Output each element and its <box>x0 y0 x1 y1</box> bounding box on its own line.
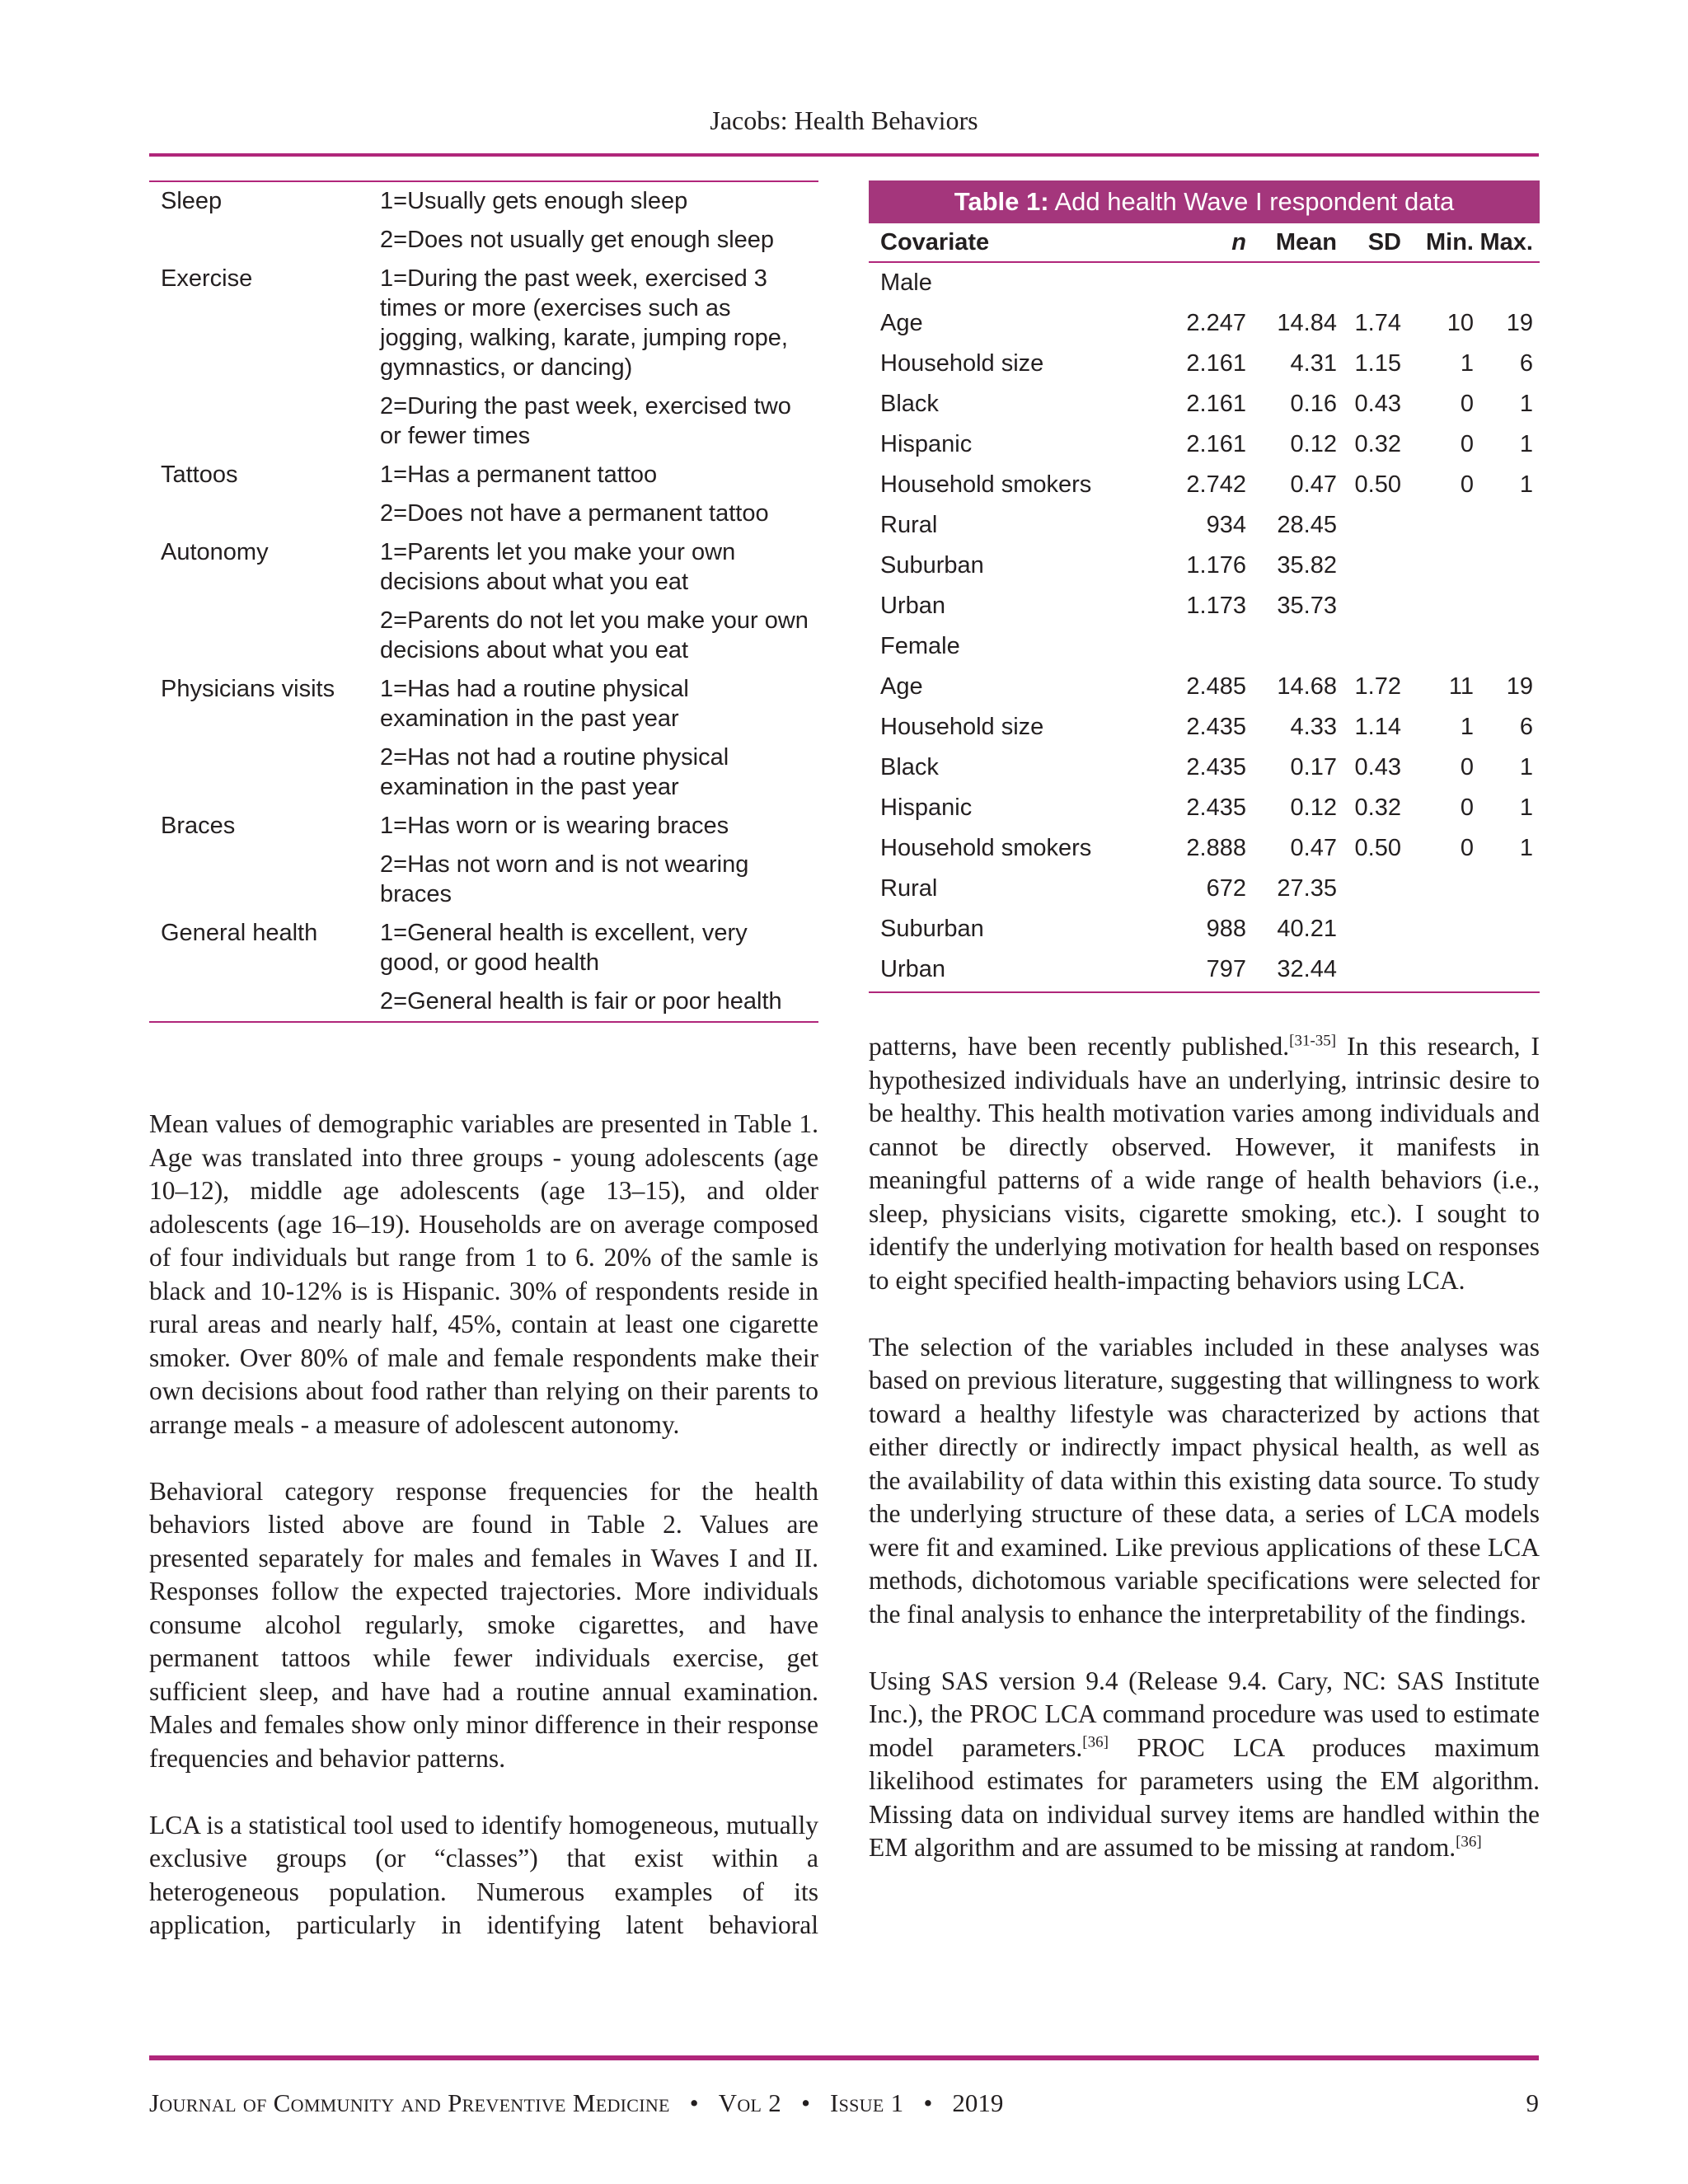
cell-n: 2.435 <box>1186 714 1246 740</box>
variable-label <box>149 225 380 255</box>
cell-max: 1 <box>1519 754 1533 780</box>
cell-max <box>1474 505 1533 546</box>
cell-covariate: Urban <box>880 956 945 982</box>
paragraph: LCA is a statistical tool used to identify homogeneous, mutually exclusive groups (or “classes”) that exist within a heterogeneous population. Numerous examples of its application, particularly in identifying latent behavioral <box>149 1810 818 1939</box>
variable-label <box>149 391 380 451</box>
cell-covariate: Suburban <box>880 552 984 579</box>
cell-max: 1 <box>1519 431 1533 457</box>
cell-mean: 14.84 <box>1277 310 1337 336</box>
cell-mean: 0.17 <box>1290 754 1337 780</box>
page-footer <box>149 2088 1539 2118</box>
cell-min: 10 <box>1447 310 1474 336</box>
cell-n: 797 <box>1206 956 1246 982</box>
cell-n <box>1100 626 1246 667</box>
variable-coding-table <box>149 180 818 1023</box>
variable-label <box>149 499 380 528</box>
issue: Issue 1 <box>829 2088 904 2117</box>
cell-max: 1 <box>1519 471 1533 498</box>
cell-covariate: Hispanic <box>880 794 973 821</box>
cell-n <box>1100 263 1246 303</box>
header-mean: Mean <box>1275 229 1337 255</box>
cell-covariate: Black <box>880 391 939 417</box>
cell-n: 2.161 <box>1186 391 1246 417</box>
variable-label: General health <box>161 920 318 946</box>
cell-min <box>1401 263 1474 303</box>
cell-min: 0 <box>1460 835 1474 861</box>
header-rule <box>149 153 1539 157</box>
page-number: 9 <box>1526 2088 1539 2117</box>
cell-max <box>1474 909 1533 949</box>
header-sd: SD <box>1367 229 1401 255</box>
cell-mean: 0.47 <box>1290 835 1337 861</box>
variable-row <box>149 387 818 456</box>
variable-row <box>149 456 818 494</box>
cell-max: 19 <box>1506 673 1533 700</box>
variable-coding: 1=Parents let you make your own decisions about what you eat <box>380 539 736 595</box>
variable-coding: 1=General health is excellent, very good, or good health <box>380 920 748 976</box>
variable-coding: 1=Has worn or is wearing braces <box>380 813 729 839</box>
variable-label <box>149 850 380 909</box>
paragraph: Mean values of demographic variables are presented in Table 1. Age was translated into three groups - young adolescents (age 10–12), middle age adolescents (age 13–15), and older adolescents (age 16–19). Households are on average composed of four individuals but range from 1 to 6. 20% of the samle is black and 10-12% is is Hispanic. 30% of respondents reside in rural areas and nearly half, 45%, contain at least one cigarette smoker. Over 80% of male and female respondents make their own decisions about food rather than relying on their parents to arrange meals - a measure of adolescent autonomy. <box>149 1109 818 1439</box>
cell-n: 2.888 <box>1186 835 1246 861</box>
cell-sd: 0.32 <box>1354 431 1401 457</box>
running-title: Jacobs: Health Behaviors <box>710 105 978 135</box>
table-row <box>869 707 1540 748</box>
citation: [31-35] <box>1289 1032 1337 1050</box>
cell-min: 0 <box>1460 794 1474 821</box>
table-row <box>869 869 1540 909</box>
table-row <box>869 344 1540 384</box>
cell-covariate: Hispanic <box>880 431 973 457</box>
variable-row <box>149 807 818 846</box>
variable-coding: 2=Has not worn and is not wearing braces <box>380 851 749 907</box>
variable-coding: 1=During the past week, exercised 3 times or more (exercises such as jogging, walking, karate, jumping rope, gymnastics, or dancing) <box>380 265 788 381</box>
cell-mean: 35.82 <box>1277 552 1337 579</box>
year: 2019 <box>952 2088 1004 2117</box>
cell-sd: 0.50 <box>1354 835 1401 861</box>
variable-row <box>149 533 818 602</box>
cell-min <box>1401 626 1474 667</box>
cell-n: 1.176 <box>1186 552 1246 579</box>
cell-min <box>1401 909 1474 949</box>
cell-n: 1.173 <box>1186 593 1246 619</box>
variable-coding: 2=General health is fair or poor health <box>380 988 782 1015</box>
cell-sd <box>1337 626 1401 667</box>
cell-n: 2.161 <box>1186 431 1246 457</box>
cell-mean: 27.35 <box>1277 875 1337 902</box>
cell-min <box>1401 586 1474 626</box>
cell-sd: 0.32 <box>1354 794 1401 821</box>
header-min: Min. <box>1426 229 1474 255</box>
cell-min: 0 <box>1460 431 1474 457</box>
variable-coding: 1=Has had a routine physical examination in the past year <box>380 676 689 732</box>
cell-n: 2.485 <box>1186 673 1246 700</box>
cell-mean: 35.73 <box>1277 593 1337 619</box>
cell-min: 0 <box>1460 754 1474 780</box>
text-run: In this research, I hypothesized individuals have an underlying, intrinsic desire to be healthy. This health motivation varies among individuals and cannot be directly observed. However, it manifests in meaningful patterns of a wide range of health behaviors (i.e., sleep, physicians visits, cigarette smoking, etc.). I sought to identify the underlying motivation for health based on responses to eight specified health-impacting behaviors using LCA. <box>869 1032 1540 1295</box>
cell-mean: 0.12 <box>1290 431 1337 457</box>
table-row <box>869 546 1540 586</box>
cell-covariate: Rural <box>880 512 938 538</box>
cell-sd <box>1337 909 1401 949</box>
cell-max <box>1474 586 1533 626</box>
variable-row <box>149 738 818 807</box>
cell-max: 6 <box>1519 350 1533 377</box>
cell-max <box>1474 263 1533 303</box>
separator: • <box>689 2088 699 2117</box>
cell-mean: 0.12 <box>1290 794 1337 821</box>
table-row <box>869 465 1540 505</box>
cell-n: 934 <box>1206 512 1246 538</box>
table-row <box>869 788 1540 828</box>
cell-covariate: Household size <box>880 350 1044 377</box>
cell-covariate: Household size <box>880 714 1044 740</box>
footer-rule <box>149 2055 1539 2060</box>
table-1 <box>869 180 1540 993</box>
table-1-header-row <box>869 223 1540 263</box>
cell-mean: 4.33 <box>1290 714 1337 740</box>
citation: [36] <box>1082 1733 1109 1750</box>
cell-covariate: Black <box>880 754 939 780</box>
cell-max: 6 <box>1519 714 1533 740</box>
cell-covariate: Suburban <box>880 916 984 942</box>
cell-covariate: Female <box>880 633 960 659</box>
cell-n: 988 <box>1206 916 1246 942</box>
variable-row <box>149 182 818 221</box>
cell-covariate: Rural <box>880 875 938 902</box>
cell-min: 1 <box>1460 350 1474 377</box>
cell-max <box>1474 626 1533 667</box>
table-row <box>869 263 1540 303</box>
header-max: Max. <box>1479 229 1533 255</box>
variable-coding: 2=Parents do not let you make your own decisions about what you eat <box>380 607 809 663</box>
cell-sd: 0.43 <box>1354 391 1401 417</box>
variable-coding: 2=Does not usually get enough sleep <box>380 227 775 253</box>
table-row <box>869 384 1540 424</box>
separator: • <box>923 2088 933 2117</box>
cell-mean: 0.47 <box>1290 471 1337 498</box>
cell-mean: 32.44 <box>1277 956 1337 982</box>
volume: Vol 2 <box>718 2088 782 2117</box>
cell-sd <box>1337 263 1401 303</box>
cell-sd: 0.50 <box>1354 471 1401 498</box>
cell-max: 1 <box>1519 391 1533 417</box>
cell-max <box>1474 949 1533 990</box>
cell-sd: 1.74 <box>1354 310 1401 336</box>
cell-n: 672 <box>1206 875 1246 902</box>
table-row <box>869 586 1540 626</box>
paragraph <box>869 1665 1540 1865</box>
variable-label: Tattoos <box>161 462 238 488</box>
cell-covariate: Male <box>880 269 932 296</box>
variable-label: Physicians visits <box>161 676 335 702</box>
cell-n: 2.435 <box>1186 794 1246 821</box>
table-row <box>869 949 1540 990</box>
table-1-caption <box>869 180 1540 223</box>
table-row <box>869 828 1540 869</box>
table-row <box>869 748 1540 788</box>
cell-min <box>1401 869 1474 909</box>
separator: • <box>801 2088 810 2117</box>
cell-mean <box>1246 263 1337 303</box>
variable-row <box>149 914 818 982</box>
citation: [36] <box>1456 1833 1482 1851</box>
variable-label: Braces <box>161 813 236 839</box>
cell-min <box>1401 505 1474 546</box>
variable-label: Autonomy <box>161 539 269 565</box>
cell-min <box>1401 949 1474 990</box>
cell-sd <box>1337 949 1401 990</box>
table-row <box>869 909 1540 949</box>
cell-mean: 4.31 <box>1290 350 1337 377</box>
cell-min: 11 <box>1448 673 1474 700</box>
table-1-body <box>869 263 1540 993</box>
variable-label <box>149 743 380 802</box>
cell-sd: 1.72 <box>1354 673 1401 700</box>
variable-coding: 2=Has not had a routine physical examination in the past year <box>380 744 729 800</box>
text-run: Using SAS version 9.4 (Release 9.4. Cary, NC: SAS Institute Inc.), the PROC LCA command procedure was used to estimate model parameters. <box>869 1666 1540 1762</box>
cell-min: 0 <box>1460 391 1474 417</box>
cell-max <box>1474 869 1533 909</box>
variable-row <box>149 260 818 387</box>
right-column-text <box>869 1030 1540 1865</box>
cell-n: 2.742 <box>1186 471 1246 498</box>
variable-label: Sleep <box>161 188 223 214</box>
variable-row <box>149 602 818 670</box>
left-column-text <box>149 1108 818 1943</box>
table-row <box>869 303 1540 344</box>
cell-covariate: Urban <box>880 593 945 619</box>
cell-mean: 0.16 <box>1290 391 1337 417</box>
cell-sd: 0.43 <box>1354 754 1401 780</box>
table-1-caption-text: Add health Wave I respondent data <box>1048 187 1455 216</box>
cell-max: 1 <box>1519 794 1533 821</box>
cell-n: 2.161 <box>1186 350 1246 377</box>
cell-sd: 1.14 <box>1354 714 1401 740</box>
variable-row <box>149 221 818 260</box>
cell-max <box>1474 546 1533 586</box>
paragraph: Behavioral category response frequencies for the health behaviors listed above are found in Table 2. Values are presented separately for males and females in Waves I and II. Responses follow the expected trajectories. More individuals consume alcohol regularly, smoke cigarettes, and have permanent tattoos while fewer individuals exercise, get sufficient sleep, and have had a routine annual examination. Males and females show only minor difference in their response frequencies and behavior patterns. <box>149 1476 818 1773</box>
header-covariate: Covariate <box>880 229 990 255</box>
cell-sd <box>1337 546 1401 586</box>
table-row <box>869 424 1540 465</box>
cell-max: 19 <box>1506 310 1533 336</box>
cell-covariate: Household smokers <box>880 471 1092 498</box>
text-run: patterns, have been recently published. <box>869 1032 1290 1061</box>
table-1-caption-label: Table 1: <box>954 187 1049 216</box>
cell-covariate: Age <box>880 310 923 336</box>
variable-row <box>149 846 818 914</box>
cell-min: 0 <box>1460 471 1474 498</box>
header-n: n <box>1231 229 1246 255</box>
variable-coding: 1=Usually gets enough sleep <box>380 188 688 214</box>
cell-covariate: Household smokers <box>880 835 1092 861</box>
paragraph: The selection of the variables included in these analyses was based on previous literature, suggesting that willingness to work toward a healthy lifestyle was characterized by actions that either directly or indirectly impact physical health, as well as the availability of data within this existing data source. To study the underlying structure of these data, a series of LCA models were fit and examined. Like previous applications of these LCA methods, dichotomous variable specifications were selected for the final analysis to enhance the interpretability of the findings. <box>869 1332 1540 1629</box>
cell-sd <box>1337 586 1401 626</box>
cell-min: 1 <box>1460 714 1474 740</box>
variable-label <box>149 606 380 665</box>
cell-min <box>1401 546 1474 586</box>
text-run: PROC LCA produces maximum likelihood estimates for parameters using the EM algorithm. Missing data on individual survey items are handled within the EM algorithm and are assumed to be missing at random. <box>869 1732 1540 1862</box>
cell-mean <box>1246 626 1337 667</box>
cell-covariate: Age <box>880 673 923 700</box>
variable-row <box>149 494 818 533</box>
variable-label: Exercise <box>161 265 253 292</box>
cell-sd: 1.15 <box>1354 350 1401 377</box>
cell-sd <box>1337 505 1401 546</box>
cell-n: 2.247 <box>1186 310 1246 336</box>
table-row <box>869 626 1540 667</box>
cell-n: 2.435 <box>1186 754 1246 780</box>
cell-max: 1 <box>1519 835 1533 861</box>
cell-mean: 28.45 <box>1277 512 1337 538</box>
table-row <box>869 505 1540 546</box>
variable-coding: 1=Has a permanent tattoo <box>380 462 658 488</box>
cell-mean: 14.68 <box>1277 673 1337 700</box>
paragraph <box>869 1030 1540 1297</box>
cell-mean: 40.21 <box>1277 916 1337 942</box>
variable-label <box>149 987 380 1016</box>
journal-name: Journal of Community and Preventive Medicine <box>149 2088 670 2117</box>
table-row <box>869 667 1540 707</box>
variable-coding: 2=Does not have a permanent tattoo <box>380 500 769 527</box>
cell-sd <box>1337 869 1401 909</box>
variable-row <box>149 670 818 738</box>
variable-row <box>149 982 818 1021</box>
variable-coding: 2=During the past week, exercised two or fewer times <box>380 393 791 449</box>
